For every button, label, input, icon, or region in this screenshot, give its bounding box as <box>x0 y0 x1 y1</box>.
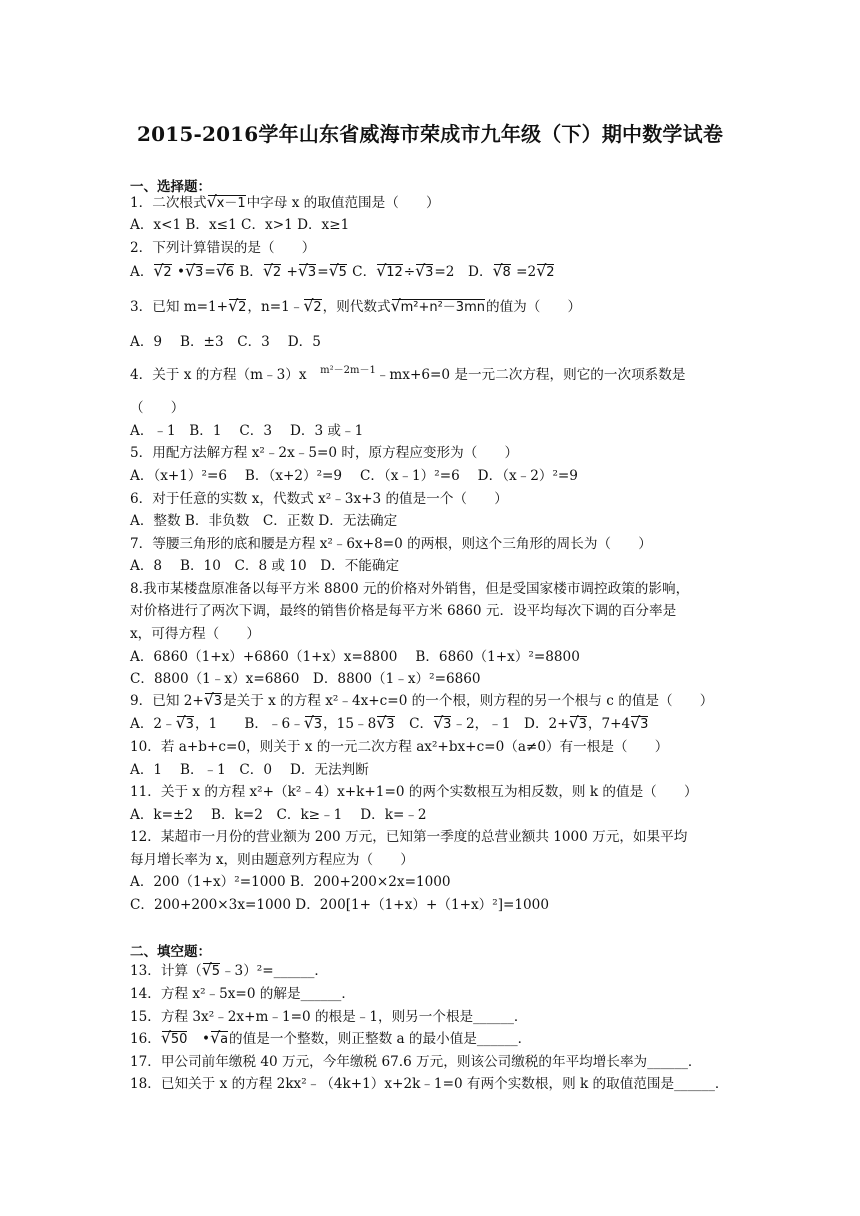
question-1: 1．二次根式√ x－1中字母 x 的取值范围是（ ） <box>130 194 440 212</box>
question-18: 18．已知关于 x 的方程 2kx²﹣（4k+1）x+2k﹣1=0 有两个实数根，则 k 的取值范围是______． <box>130 1076 729 1092</box>
question-4: 4．关于 x 的方程（m﹣3）x $^{m^2-2m-1}$﹣mx+6=0 是一元二次方程，则它的一次项系数是 <box>130 365 686 383</box>
question-9: 9．已知 2+√ 3是关于 x 的方程 x²﹣4x+c=0 的一个根，则方程的另一个根与 c 的值是（ ） <box>130 692 713 710</box>
question-11: 11．关于 x 的方程 x²+（k²﹣4）x+k+1=0 的两个实数根互为相反数，则 k 的值是（ ） <box>130 784 698 800</box>
question-12-options-1: A．200（1+x）²=1000 B．200+200×2x=1000 <box>130 874 451 890</box>
exam-title: 2015-2016学年山东省威海市荣成市九年级（下）期中数学试卷 <box>136 122 724 146</box>
question-3-options: A．9 B．±3 C．3 D．5 <box>130 334 321 350</box>
question-10: 10．若 a+b+c=0，则关于 x 的一元二次方程 ax²+bx+c=0（a≠0）有一根是（ ） <box>130 739 669 755</box>
question-8-line-2: 对价格进行了两次下调，最终的销售价格是每平方米 6860 元．设平均每次下调的百分率是 <box>130 603 677 619</box>
question-12-line-2: 每月增长率为 x，则由题意列方程应为（ ） <box>130 852 414 868</box>
question-8-line-1: 8.我市某楼盘原准备以每平方米 8800 元的价格对外销售，但是受国家楼市调控政策的影响， <box>130 581 690 597</box>
question-14: 14．方程 x²﹣5x=0 的解是______． <box>130 986 355 1002</box>
question-16: 16．√ 50 •√ a的值是一个整数，则正整数 a 的最小值是______． <box>130 1030 531 1048</box>
question-6-options: A．整数 B．非负数 C．正数 D．无法确定 <box>130 513 398 529</box>
question-10-options: A．1 B．﹣1 C．0 D．无法判断 <box>130 762 369 778</box>
question-4-blank: （ ） <box>130 400 185 416</box>
question-11-options: A．k=±2 B．k=2 C．k≥﹣1 D．k=﹣2 <box>130 807 427 823</box>
question-12-options-2: C．200+200×3x=1000 D．200[1+（1+x）+（1+x）²]=1000 <box>130 897 549 913</box>
question-7-options: A．8 B．10 C．8 或 10 D．不能确定 <box>130 558 400 574</box>
question-5: 5．用配方法解方程 x²﹣2x﹣5=0 时，原方程应变形为（ ） <box>130 445 519 461</box>
question-6: 6．对于任意的实数 x，代数式 x²﹣3x+3 的值是一个（ ） <box>130 491 508 507</box>
question-1-options: A．x<1 B．x≤1 C．x>1 D．x≥1 <box>130 217 350 233</box>
sqrt-expression: √ x－1 <box>208 195 246 211</box>
question-2: 2．下列计算错误的是（ ） <box>130 240 316 256</box>
question-4-options: A．﹣1 B．1 C．3 D．3 或﹣1 <box>130 423 364 439</box>
question-5-options: A．（x+1）²=6 B．（x+2）²=9 C．（x﹣1）²=6 D．（x﹣2）²=9 <box>130 468 578 484</box>
question-12-line-1: 12．某超市一月份的营业额为 200 万元，已知第一季度的总营业额共 1000 万元，如果平均 <box>130 829 688 845</box>
question-2-options: A．√ 2 •√ 3=√ 6 B．√ 2 +√ 3=√ 5 C．√ 12÷√ 3=2 D．√ 8 =2√ 2 <box>130 263 555 281</box>
section-heading-fill: 二、填空题： <box>130 944 211 960</box>
section-heading-choice: 一、选择题： <box>130 179 211 195</box>
question-8-line-3: x，可得方程（ ） <box>130 626 261 642</box>
question-8-options-1: A．6860（1+x）+6860（1+x）x=8800 B．6860（1+x）²=8800 <box>130 649 580 665</box>
question-3: 3．已知 m=1+√ 2，n=1﹣√ 2，则代数式√ m²+n²－3mn的值为（ ） <box>130 298 581 316</box>
question-7: 7．等腰三角形的底和腰是方程 x²﹣6x+8=0 的两根，则这个三角形的周长为（ ） <box>130 536 652 552</box>
question-9-options: A．2﹣√ 3，1 B．﹣6﹣√ 3，15﹣8√ 3 C．√ 3﹣2，﹣1 D．2+√ 3，7+4√ 3 <box>130 715 649 733</box>
question-15: 15．方程 3x²﹣2x+m﹣1=0 的根是﹣1，则另一个根是______． <box>130 1009 528 1025</box>
question-13: 13．计算（√ 5﹣3）²=______． <box>130 962 328 980</box>
question-8-options-2: C．8800（1﹣x）x=6860 D．8800（1﹣x）²=6860 <box>130 671 481 687</box>
question-17: 17．甲公司前年缴税 40 万元，今年缴税 67.6 万元，则该公司缴税的年平均增长率为______． <box>130 1054 702 1070</box>
